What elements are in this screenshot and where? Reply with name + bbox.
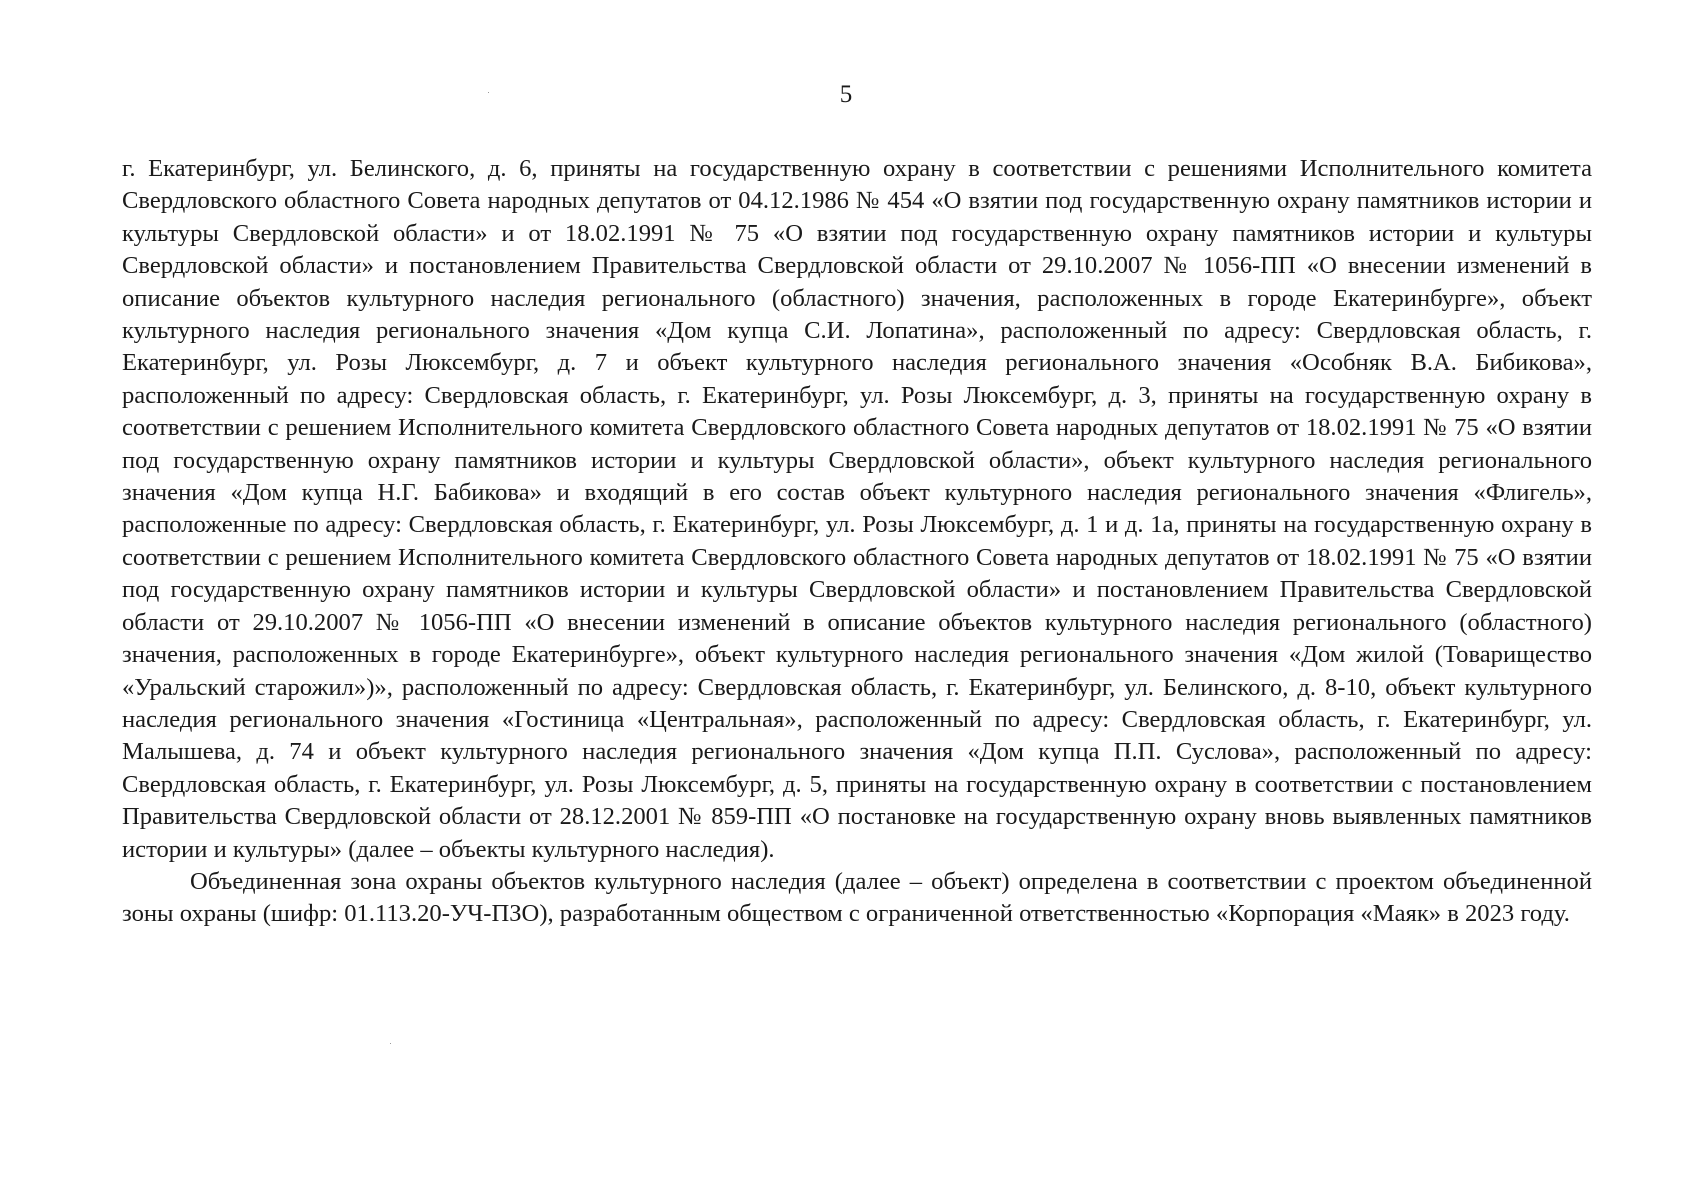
document-body [122,153,1592,931]
scan-speck [390,1043,391,1044]
paragraph-protection-zone: Объединенная зона охраны объектов культурного наследия (далее – объект) определена в соответствии с проектом объединенной зоны охраны (шифр: 01.113.20-УЧ-ПЗО), разработанным обществом с ограниченной ответственностью «Корпорация «Маяк» в 2023 году. [122,867,1592,928]
page-number: 5 [839,81,853,108]
scan-speck [488,92,489,93]
paragraph-continuation: г. Екатеринбург, ул. Белинского, д. 6, приняты на государственную охрану в соответствии с решениями Исполнительного комитета Свердловского областного Совета народных депутатов от 04.12.1986 № 454 «О взятии под государственную охрану памятников истории и культуры Свердловской области» и от 18.02.1991 № 75 «О взятии под государственную охрану памятников истории и культуры Свердловской области» и постановлением Правительства Свердловской области от 29.10.2007 № 1056-ПП «О внесении изменений в описание объектов культурного наследия регионального (областного) значения, расположенных в городе Екатеринбурге», объект культурного наследия регионального значения «Дом купца С.И. Лопатина», расположенный по адресу: Свердловская область, г. Екатеринбург, ул. Розы Люксембург, д. 7 и объект культурного наследия регионального значения «Особняк В.А. Бибикова», расположенный по адресу: Свердловская область, г. Екатеринбург, ул. Розы Люксембург, д. 3, приняты на государственную охрану в соответствии с решением Исполнительного комитета Свердловского областного Совета народных депутатов от 18.02.1991 № 75 «О взятии под государственную охрану памятников истории и культуры Свердловской области», объект культурного наследия регионального значения «Дом купца Н.Г. Бабикова» и входящий в его состав объект культурного наследия регионального значения «Флигель», расположенные по адресу: Свердловская область, г. Екатеринбург, ул. Розы Люксембург, д. 1 и д. 1а, приняты на государственную охрану в соответствии с решением Исполнительного комитета Свердловского областного Совета народных депутатов от 18.02.1991 № 75 «О взятии под государственную охрану памятников истории и культуры Свердловской области» и постановлением Правительства Свердловской области от 29.10.2007 № 1056-ПП «О внесении изменений в описание объектов культурного наследия регионального (областного) значения, расположенных в городе Екатеринбурге», объект культурного наследия регионального значения «Дом жилой (Товарищество «Уральский старожил»)», расположенный по адресу: Свердловская область, г. Екатеринбург, ул. Белинского, д. 8-10, объект культурного наследия регионального значения «Гостиница «Центральная», расположенный по адресу: Свердловская область, г. Екатеринбург, ул. Малышева, д. 74 и объект культурного наследия регионального значения «Дом купца П.П. Суслова», расположенный по адресу: Свердловская область, г. Екатеринбург, ул. Розы Люксембург, д. 5, приняты на государственную охрану в соответствии с постановлением Правительства Свердловской области от 28.12.2001 № 859-ПП «О постановке на государственную охрану вновь выявленных памятников истории и культуры» (далее – объекты культурного наследия). [122,155,1592,863]
